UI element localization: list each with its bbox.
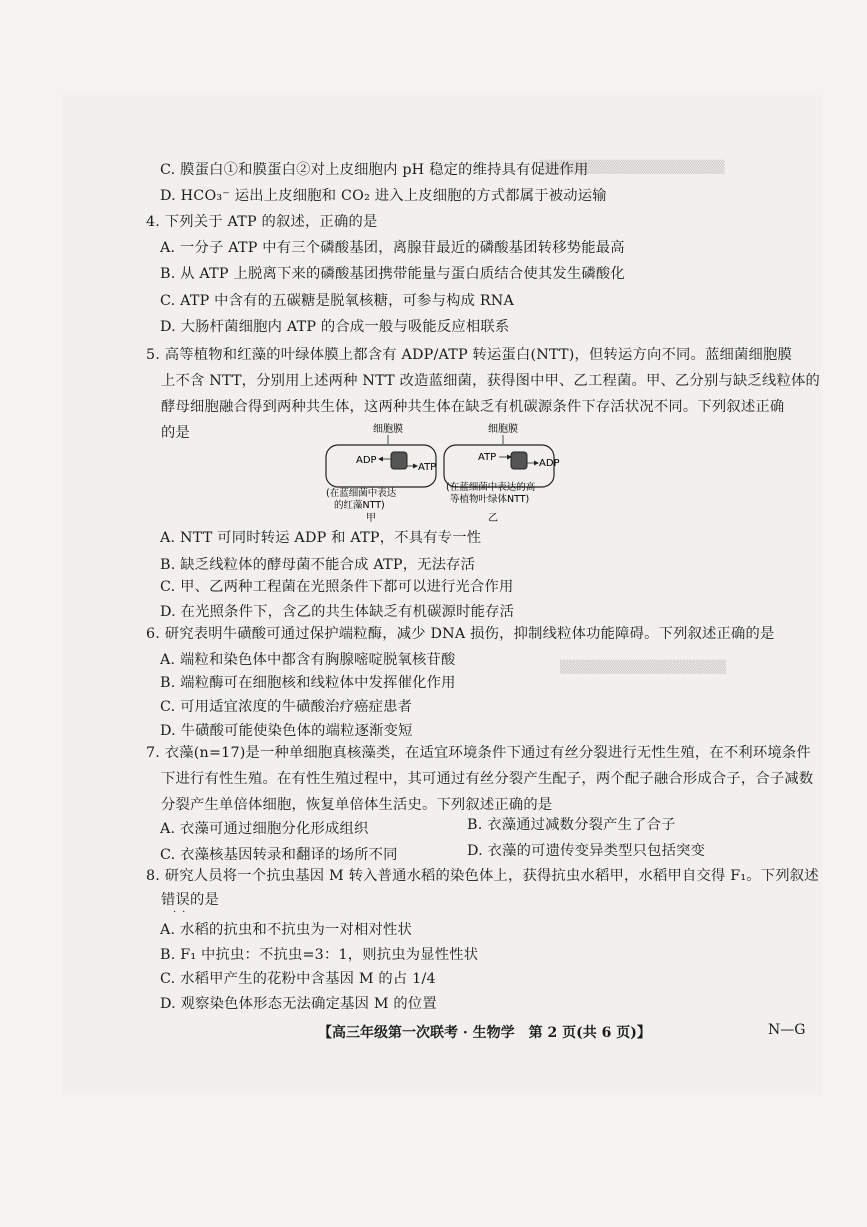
- caption-left-1: (在蓝细菌中表达: [326, 488, 397, 499]
- q4-option-c: C. ATP 中含有的五碳糖是脱氧核糖，可参与构成 RNA: [160, 293, 515, 309]
- caption-left-2: 的红藻NTT): [334, 500, 385, 511]
- q7-option-c: C. 衣藻核基因转录和翻译的场所不同: [160, 847, 398, 863]
- q4-option-d: D. 大肠杆菌细胞内 ATP 的合成一般与吸能反应相联系: [160, 319, 510, 335]
- caption-right-3: 乙: [488, 513, 498, 524]
- question-8-line-1: 8. 研究人员将一个抗虫基因 M 转入普通水稻的染色体上，获得抗虫水稻甲，水稻甲自交得 F₁。下列叙述: [146, 868, 819, 884]
- q3-option-d: D. HCO₃⁻ 运出上皮细胞和 CO₂ 进入上皮细胞的方式都属于被动运输: [160, 188, 607, 204]
- membrane-label-right: 细胞膜: [488, 424, 518, 435]
- q8-option-b: B. F₁ 中抗虫：不抗虫=3：1，则抗虫为显性性状: [160, 947, 479, 963]
- membrane-label-left: 细胞膜: [373, 424, 403, 435]
- question-6: 6. 研究表明牛磺酸可通过保护端粒酶，减少 DNA 损伤，抑制线粒体功能障碍。下列叙述正确的是: [146, 626, 775, 642]
- left-atp-label: ATP: [418, 462, 437, 473]
- question-7-line-2: 下进行有性生殖。在有性生殖过程中，其可通过有丝分裂产生配子，两个配子融合形成合子，合子减数: [161, 771, 814, 787]
- question-5-line-4: 的是: [161, 425, 190, 441]
- bleed-through-shadow: ▒▒▒▒▒▒▒▒▒▒▒▒▒▒▒▒▒▒: [560, 660, 727, 674]
- q8-option-d: D. 观察染色体形态无法确定基因 M 的位置: [160, 996, 437, 1012]
- right-atp-label: ATP: [478, 452, 497, 463]
- q7-option-b: B. 衣藻通过减数分裂产生了合子: [467, 817, 676, 833]
- q6-option-b: B. 端粒酶可在细胞核和线粒体中发挥催化作用: [160, 675, 456, 691]
- q3-option-c: C. 膜蛋白①和膜蛋白②对上皮细胞内 pH 稳定的维持具有促进作用: [160, 162, 589, 178]
- page-footer-title: 【高三年级第一次联考 · 生物学 第 2 页(共 6 页)】: [318, 1025, 651, 1041]
- q8-option-a: A. 水稻的抗虫和不抗虫为一对相对性状: [160, 922, 412, 938]
- q6-option-c: C. 可用适宜浓度的牛磺酸治疗癌症患者: [160, 699, 413, 715]
- q4-option-b: B. 从 ATP 上脱离下来的磷酸基团携带能量与蛋白质结合使其发生磷酸化: [160, 266, 625, 282]
- q5-option-d: D. 在光照条件下，含乙的共生体缺乏有机碳源时能存活: [160, 604, 515, 620]
- question-5-line-2: 上不含 NTT，分别用上述两种 NTT 改造蓝细菌，获得图中甲、乙工程菌。甲、乙分别与缺乏线粒体的: [161, 373, 820, 389]
- q5-option-b: B. 缺乏线粒体的酵母菌不能合成 ATP，无法存活: [160, 557, 476, 573]
- q7-option-d: D. 衣藻的可遗传变异类型只包括突变: [467, 843, 706, 859]
- ntt-protein-left: [391, 452, 407, 469]
- page-footer-code: N—G: [768, 1022, 806, 1038]
- emphasis-dots: ··: [173, 907, 192, 918]
- right-adp-label: ADP: [539, 458, 560, 469]
- bleed-through-shadow: ▒▒▒▒▒▒▒▒▒▒▒▒▒▒▒▒▒▒▒▒: [540, 160, 725, 174]
- q5-option-c: C. 甲、乙两种工程菌在光照条件下都可以进行光合作用: [160, 579, 514, 595]
- q5-option-a: A. NTT 可同时转运 ADP 和 ATP，不具有专一性: [160, 530, 482, 546]
- question-4: 4. 下列关于 ATP 的叙述，正确的是: [146, 214, 378, 230]
- q4-option-a: A. 一分子 ATP 中有三个磷酸基团，离腺苷最近的磷酸基团转移势能最高: [160, 240, 625, 256]
- question-5-line-3: 酵母细胞融合得到两种共生体，这两种共生体在缺乏有机碳源条件下存活状况不同。下列叙述正确: [161, 399, 785, 415]
- ntt-diagram: [318, 420, 578, 530]
- caption-left-3: 甲: [366, 513, 376, 524]
- caption-right-1: (在蓝细菌中表达的高: [446, 482, 536, 493]
- q8-option-c: C. 水稻甲产生的花粉中含基因 M 的占 1/4: [160, 971, 436, 987]
- left-adp-label: ADP: [356, 455, 377, 466]
- question-5-line-1: 5. 高等植物和红藻的叶绿体膜上都含有 ADP/ATP 转运蛋白(NTT)，但转运方向不同。蓝细菌细胞膜: [146, 347, 792, 363]
- q6-option-a: A. 端粒和染色体中都含有胸腺嘧啶脱氧核苷酸: [160, 652, 456, 668]
- arrow-head-left-1: [378, 457, 383, 462]
- question-7-line-1: 7. 衣藻(n=17)是一种单细胞真核藻类，在适宜环境条件下通过有丝分裂进行无性生殖，在不利环境条件: [146, 745, 811, 761]
- ntt-protein-right: [511, 452, 527, 469]
- cell-right: [444, 445, 554, 487]
- q6-option-d: D. 牛磺酸可能使染色体的端粒逐渐变短: [160, 723, 413, 739]
- caption-right-2: 等植物叶绿体NTT): [450, 494, 530, 505]
- question-7-line-3: 分裂产生单倍体细胞，恢复单倍体生活史。下列叙述正确的是: [161, 797, 553, 813]
- question-8-line-2: 错误的是: [161, 892, 219, 908]
- q7-option-a: A. 衣藻可通过细胞分化形成组织: [160, 821, 369, 837]
